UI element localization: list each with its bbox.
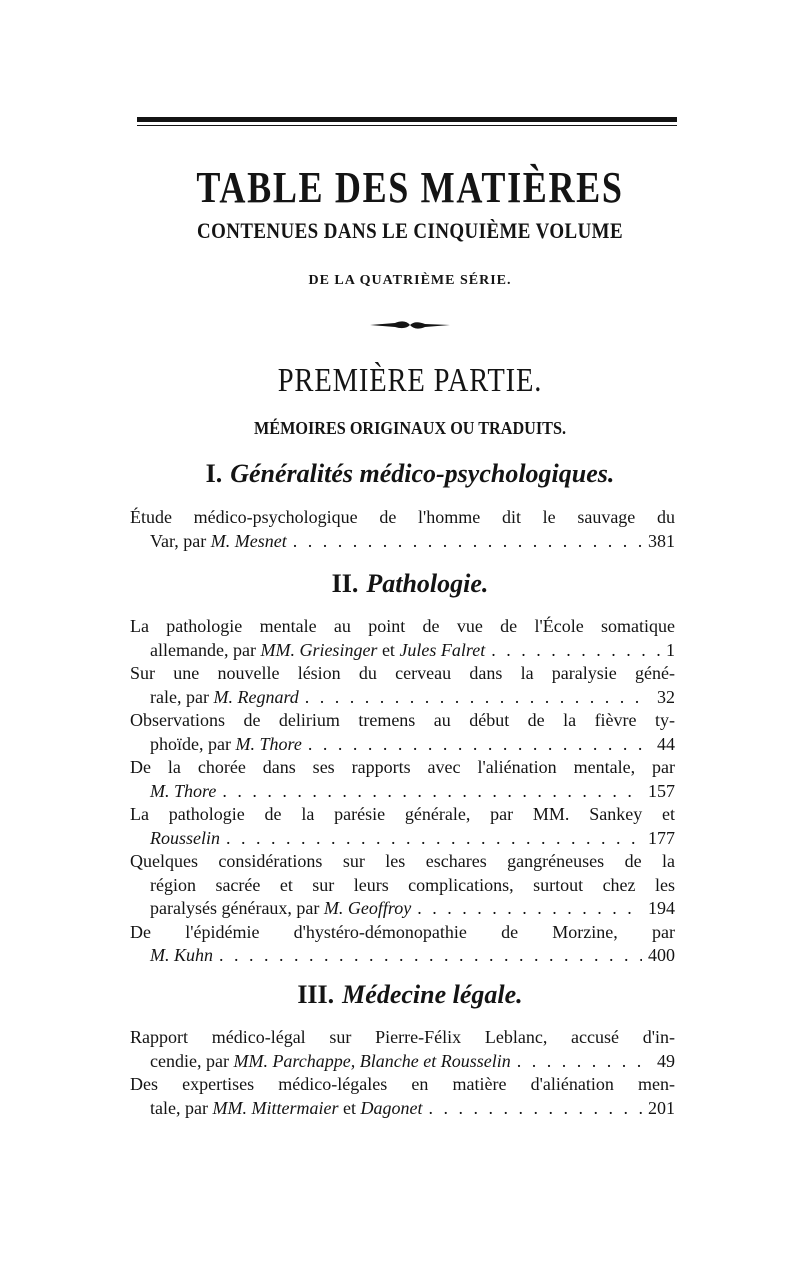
entry-line (130, 1050, 675, 1074)
leader-dots (305, 686, 651, 710)
entry-line: Quelques considérations sur les eschares gangréneuses de la (130, 851, 675, 871)
entry-author: M. Thore (235, 733, 302, 754)
section-heading (120, 459, 700, 489)
entry-text: allemande, par (150, 639, 261, 660)
entry-text: cendie, par (150, 1050, 234, 1071)
page-number: 32 (657, 686, 675, 707)
section-heading (120, 569, 700, 599)
page-subtitle: CONTENUES DANS LE CINQUIÈME VOLUME (197, 218, 623, 243)
part-subtitle: MÉMOIRES ORIGINAUX OU TRADUITS. (253, 418, 567, 438)
leader-dots (226, 827, 642, 851)
entry-line (130, 827, 675, 851)
page-number: 201 (648, 1097, 675, 1118)
toc-entry (130, 1026, 675, 1073)
top-rule (137, 117, 677, 122)
toc-entry (130, 921, 675, 968)
page-number: 44 (657, 733, 675, 754)
page-title: TABLE DES MATIÈRES (196, 163, 624, 212)
leader-dots (428, 1097, 642, 1121)
leader-dots (517, 1050, 651, 1074)
leader-dots (222, 780, 642, 804)
toc-entry (130, 506, 675, 553)
page-number: 157 (648, 780, 675, 801)
entry-author: Dagonet (360, 1097, 423, 1118)
toc-entry (130, 1073, 675, 1120)
entry-line: De l'épidémie d'hystéro-démonopathie de Morzine, par (130, 921, 675, 942)
entry-line: Étude médico-psychologique de l'homme dit le sauvage du (130, 507, 675, 527)
leader-dots (293, 530, 642, 554)
section-title: Pathologie. (366, 569, 489, 598)
page-number: 400 (648, 945, 675, 965)
toc-section-1 (130, 506, 675, 553)
toc-entry (130, 803, 675, 850)
section-number: III. (297, 980, 335, 1009)
section-title: Généralités médico-psychologiques. (230, 459, 615, 488)
entry-line (130, 733, 675, 757)
entry-author: MM. Mittermaier (212, 1097, 339, 1118)
entry-author: M. Kuhn (150, 945, 213, 965)
entry-text: paralysés généraux, par (150, 898, 324, 918)
toc-section-2 (130, 615, 675, 968)
entry-line: Sur une nouvelle lésion du cerveau dans la paralysie géné- (130, 663, 675, 683)
entry-line: La pathologie de la parésie générale, par MM. Sankey et (130, 804, 675, 824)
top-rule-thin (137, 125, 677, 126)
toc-entry (130, 615, 675, 662)
leader-dots (308, 733, 651, 757)
toc-section-3 (130, 1026, 675, 1120)
page-number: 194 (648, 898, 675, 918)
section-number: I. (205, 459, 223, 488)
page-number: 381 (648, 530, 675, 551)
entry-line (130, 530, 675, 554)
entry-line: La pathologie mentale au point de vue de l'École somatique (130, 616, 675, 636)
entry-text: et (377, 639, 400, 660)
leader-dots (417, 897, 642, 921)
entry-author: MM. Parchappe, Blanche et Rousselin (233, 1050, 511, 1071)
entry-text: tale, par (150, 1097, 213, 1118)
toc-entry (130, 850, 675, 921)
entry-author: M. Geoffroy (323, 898, 412, 918)
toc-entry (130, 756, 675, 803)
entry-text: Var, par (150, 530, 211, 551)
entry-author: M. Regnard (213, 686, 299, 707)
entry-line: région sacrée et sur leurs complications, surtout chez les (150, 874, 675, 895)
entry-line (130, 944, 675, 968)
entry-line: Observations de delirium tremens au début de la fièvre ty- (130, 710, 675, 730)
entry-line: Rapport médico-légal sur Pierre-Félix Leblanc, accusé d'in- (130, 1027, 675, 1047)
entry-author: M. Mesnet (210, 530, 287, 551)
entry-text: et (338, 1097, 361, 1118)
section-number: II. (331, 569, 359, 598)
entry-line (130, 897, 675, 921)
page-number: 177 (648, 827, 675, 848)
entry-line (130, 1097, 675, 1121)
entry-author: M. Thore (150, 780, 217, 801)
entry-line (130, 686, 675, 710)
leader-dots (219, 944, 642, 968)
entry-line (130, 780, 675, 804)
ornament-divider-icon (120, 318, 700, 332)
toc-entry (130, 709, 675, 756)
section-heading (120, 980, 700, 1010)
toc-entry (130, 662, 675, 709)
series-line: DE LA QUATRIÈME SÉRIE. (308, 273, 512, 288)
entry-author: Jules Falret (399, 639, 486, 660)
entry-text: phoïde, par (150, 733, 236, 754)
entry-text: rale, par (150, 686, 214, 707)
entry-line: De la chorée dans ses rapports avec l'aliénation mentale, par (130, 757, 675, 777)
part-title: PREMIÈRE PARTIE. (277, 362, 543, 399)
entry-line: Des expertises médico-légales en matière d'aliénation men- (130, 1074, 675, 1094)
entry-author: Rousselin (150, 827, 220, 848)
leader-dots (491, 639, 660, 663)
entry-line (130, 639, 675, 663)
page-number: 1 (666, 639, 675, 660)
section-title: Médecine légale. (342, 980, 523, 1009)
page-number: 49 (657, 1050, 675, 1071)
entry-author: MM. Griesinger (260, 639, 378, 660)
